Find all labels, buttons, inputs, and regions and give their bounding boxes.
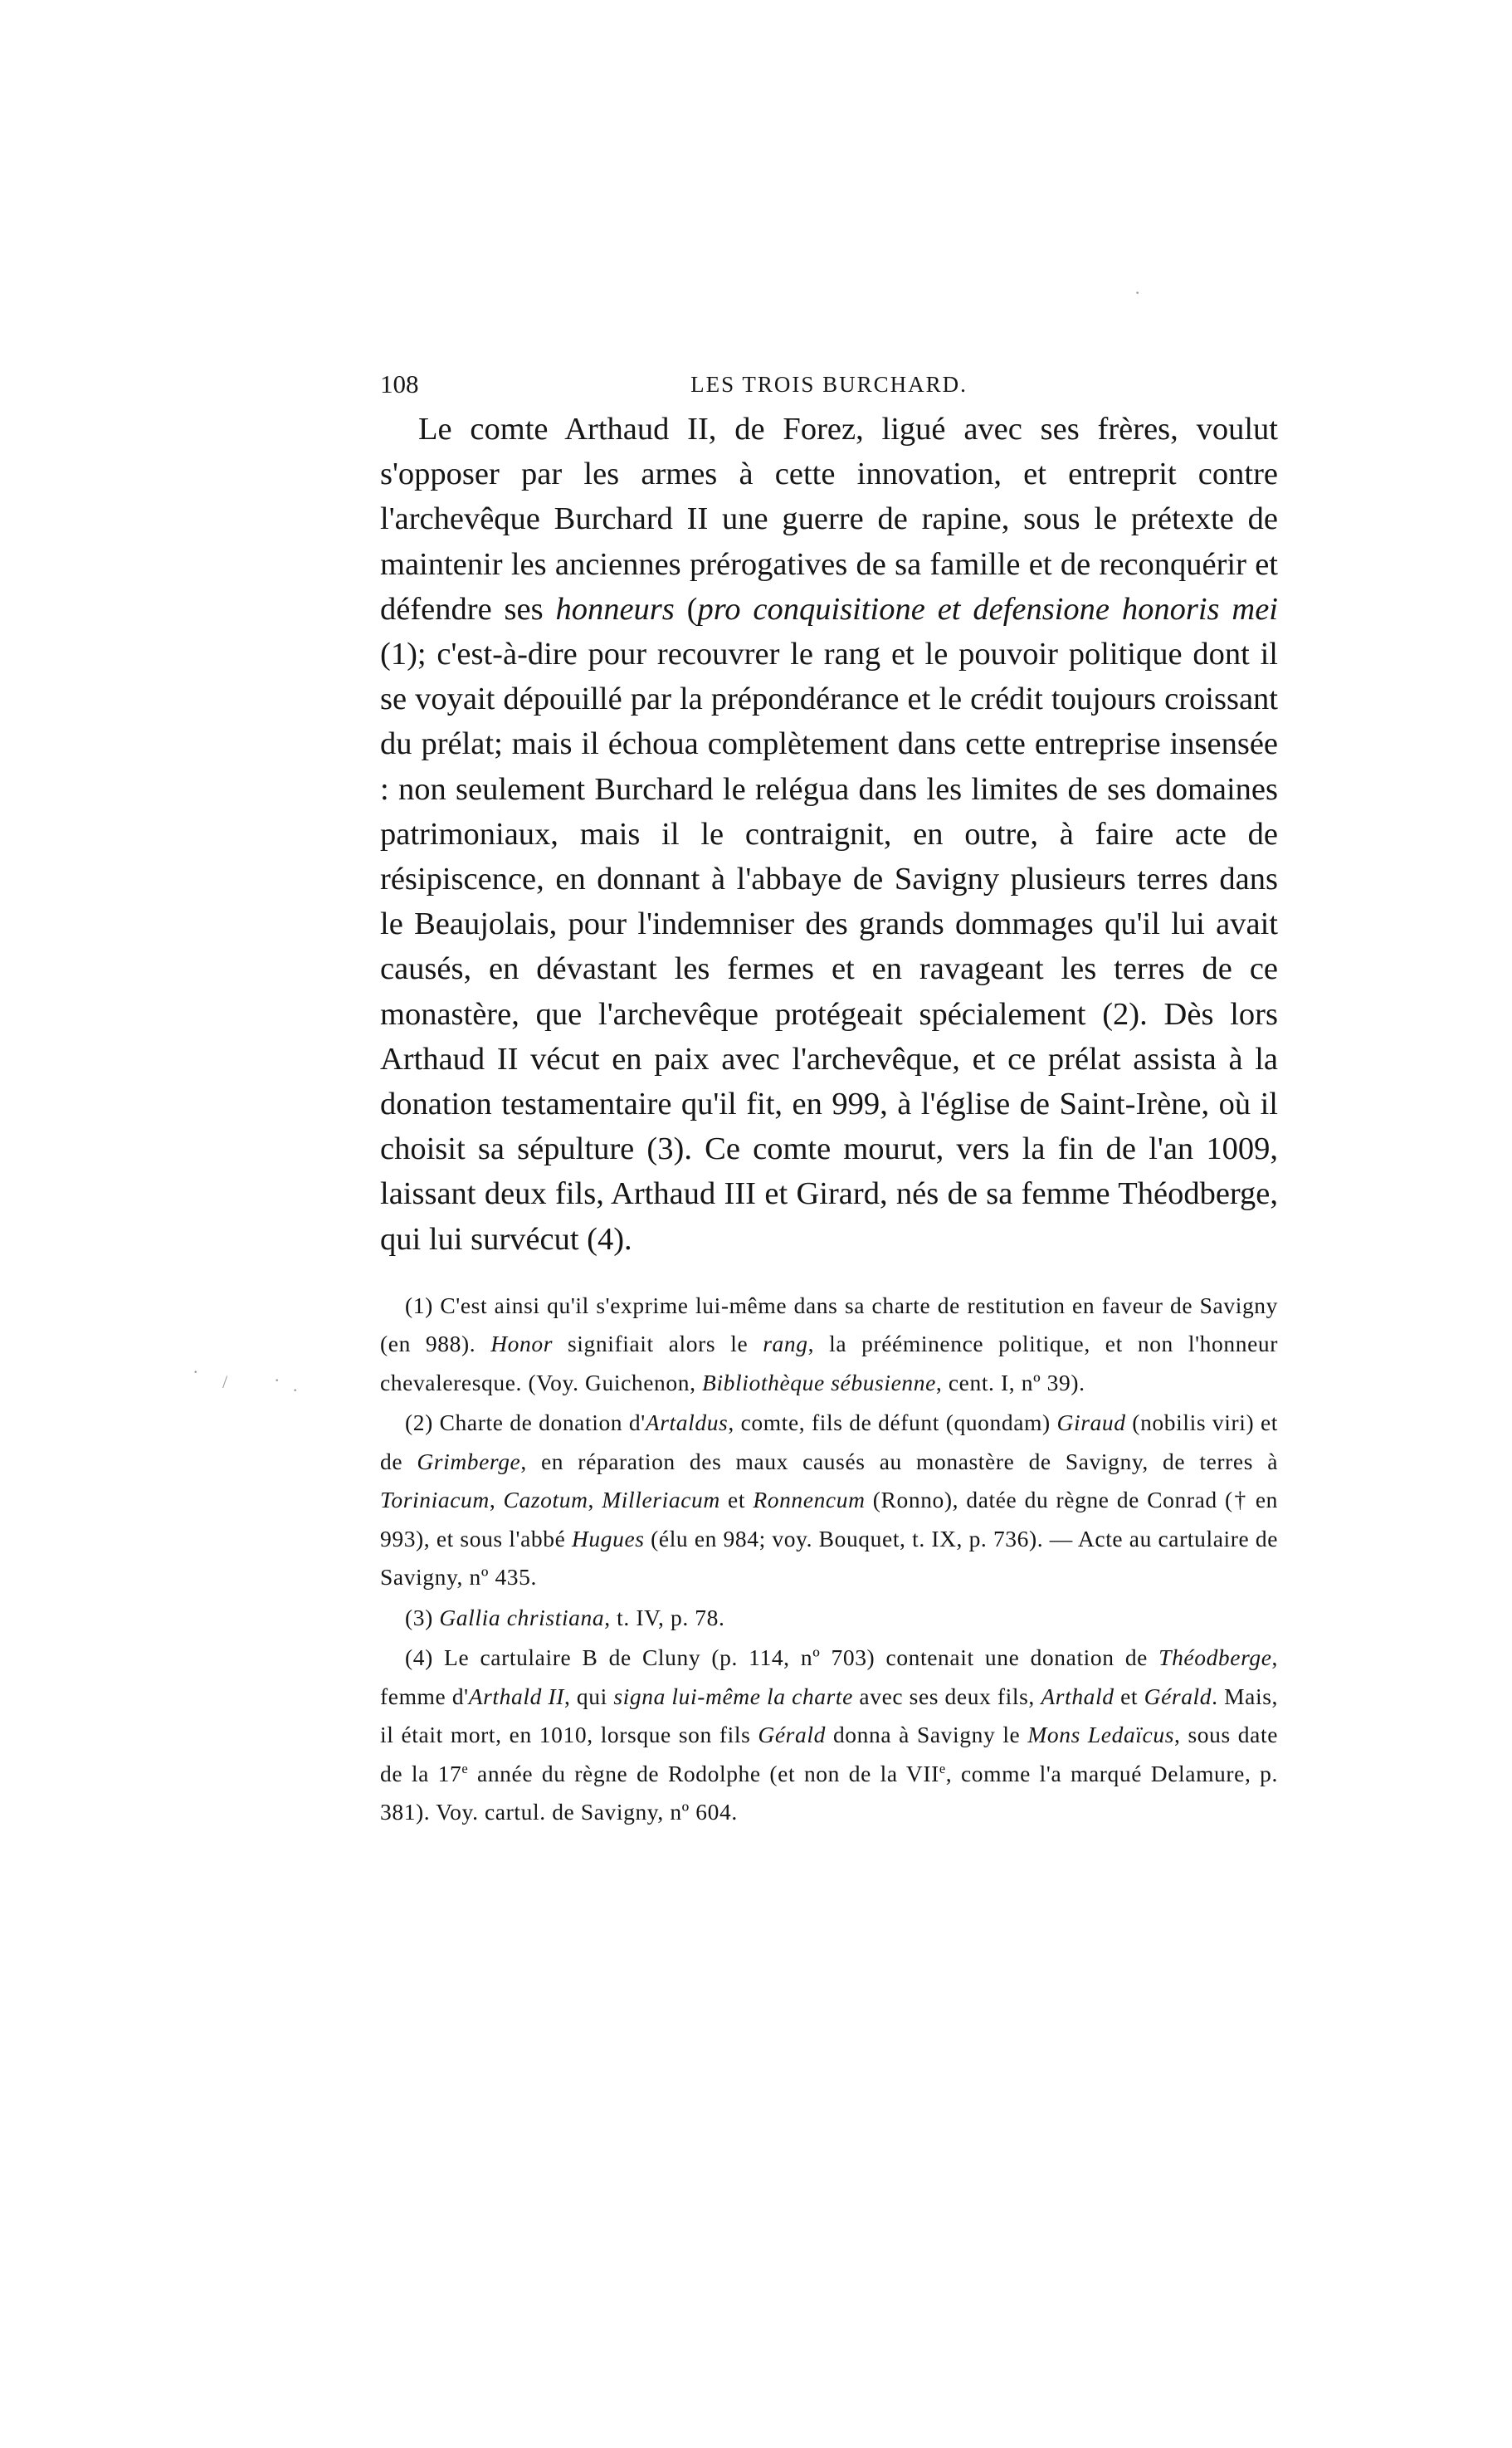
footnote-4-text: , qui [563, 1683, 614, 1709]
footnotes [380, 1287, 1278, 1832]
footnote-1-text: , cent. I, nº 39). [935, 1369, 1085, 1395]
footnote-1-text: signifiait alors le [553, 1331, 763, 1357]
footnote-2-italic: Toriniacum [380, 1487, 490, 1513]
footnote-4 [380, 1639, 1278, 1832]
footnote-3-italic: Gallia christiana [439, 1604, 605, 1630]
footnote-2-text: (élu en 984; voy. Bouquet, t. IX, p. 736). — Acte au cartulaire de Savigny, nº 435. [380, 1525, 1279, 1590]
footnote-4-text: et [1114, 1683, 1144, 1709]
footnote-2-italic: Hugues [571, 1525, 645, 1551]
paper-speck: · [193, 1361, 199, 1382]
footnote-3-text: (3) [405, 1604, 440, 1630]
page-number: 108 [380, 369, 419, 398]
footnote-2-text: (Ronno), datée du règne de Conrad († en 993), et sous l'abbé [380, 1487, 1279, 1551]
footnote-2 [380, 1404, 1278, 1597]
main-paragraph [380, 407, 1278, 1262]
paper-speck: · [274, 1370, 280, 1390]
paragraph-text-1: Le comte Arthaud II, de Forez, ligué avec ses frères, voulut s'opposer par les armes à cette innovation, et entreprit contre l'archevêque Burchard II une guerre de rapine, sous le prétexte de maintenir les anciennes prérogatives de sa famille et de reconquérir et défendre ses [380, 412, 1278, 627]
footnote-2-text: (nobilis viri) et de [380, 1410, 1279, 1474]
latin-quotation: pro conquisitione et defensione honoris mei [697, 591, 1278, 627]
footnote-3-text: , t. IV, p. 78. [604, 1604, 725, 1630]
book-page [380, 364, 1278, 1834]
footnote-4-italic: Gérald [758, 1722, 826, 1748]
footnote-4-text: année du règne de Rodolphe (et non de la VII [468, 1760, 939, 1786]
footnote-4-text: , femme d' [380, 1644, 1278, 1709]
honneurs-italic: honneurs [555, 591, 675, 627]
footnote-2-italic: Milleriacum [602, 1487, 720, 1513]
footnote-4-text: donna à Savigny le [825, 1722, 1028, 1748]
footnote-1 [380, 1287, 1278, 1403]
footnote-4-text: , comme l'a marqué Delamure, p. 381). Voy. cartul. de Savigny, nº 604. [380, 1760, 1278, 1825]
footnote-4-italic: signa lui-même la charte [613, 1683, 853, 1709]
paper-speck: / [222, 1371, 228, 1392]
footnote-1-text: , la prééminence politique, et non l'honneur chevaleresque. (Voy. Guichenon, [380, 1331, 1278, 1395]
footnote-1-italic: rang [763, 1331, 808, 1357]
footnote-4-superscript: e [939, 1760, 946, 1776]
footnote-1-italic: Bibliothèque sébusienne [702, 1369, 936, 1395]
footnote-4-superscript: e [461, 1760, 469, 1776]
footnote-4-text: . Mais, il était mort, en 1010, lorsque son fils [380, 1683, 1278, 1748]
footnote-2-text: , en réparation des maux causés au monastère de Savigny, de terres à [520, 1448, 1278, 1474]
footnote-4-text: (4) Le cartulaire B de Cluny (p. 114, nº 703) contenait une donation de [405, 1644, 1159, 1671]
footnote-2-text: , comte, fils de défunt (quondam) [728, 1410, 1057, 1436]
footnote-2-text: , [588, 1487, 602, 1513]
paragraph-text-2: ( [674, 591, 698, 627]
footnote-2-text: , [489, 1487, 504, 1513]
footnote-4-italic: Mons Ledaïcus [1027, 1722, 1174, 1748]
footnote-2-italic: Cazotum [503, 1487, 588, 1513]
footnote-3 [380, 1599, 1278, 1638]
footnote-2-text: et [719, 1487, 754, 1513]
footnote-2-italic: Ronnencum [753, 1487, 866, 1513]
paragraph-text-3: (1); c'est-à-dire pour recouvrer le rang et le pouvoir politique dont il se voyait dépouillé par la prépondérance et le crédit toujours croissant du prélat; mais il échoua complètement dans cette entreprise insensée : non seulement Burchard le relégua dans les limites de ses domaines patrimoniaux, mais il le contraignit, en outre, à faire acte de résipiscence, en donnant à l'abbaye de Savigny plusieurs terres dans le Beaujolais, pour l'indemniser des grands dommages qu'il lui avait causés, en dévastant les fermes et en ravageant les terres de ce monastère, que l'archevêque protégeait spécialement (2). Dès lors Arthaud II vécut en paix avec l'archevêque, et ce prélat assista à la donation testamentaire qu'il fit, en 999, à l'église de Saint-Irène, où il choisit sa sépulture (3). Ce comte mourut, vers la fin de l'an 1009, laissant deux fils, Arthaud III et Girard, nés de sa femme Théodberge, qui lui survécut (4). [380, 637, 1278, 1257]
footnote-1-text: (1) C'est ainsi qu'il s'exprime lui-même dans sa charte de restitution en faveur de Savigny (en 988). [380, 1292, 1278, 1357]
footnote-4-italic: Gérald [1144, 1683, 1212, 1709]
running-head [380, 364, 1278, 405]
footnote-4-text: , sous date de la 17 [380, 1722, 1278, 1786]
footnote-2-italic: Artaldus [645, 1410, 729, 1436]
footnote-2-text: (2) Charte de donation d' [405, 1410, 646, 1436]
footnote-4-italic: Arthald II [468, 1683, 564, 1709]
running-title: LES TROIS BURCHARD. [690, 372, 968, 397]
paper-speck: · [292, 1380, 299, 1400]
footnote-2-italic: Giraud [1056, 1410, 1126, 1436]
footnote-4-italic: Théodberge [1158, 1644, 1272, 1671]
footnote-1-italic: Honor [490, 1331, 553, 1357]
paper-speck: · [1134, 282, 1141, 303]
footnote-4-text: avec ses deux fils, [852, 1683, 1041, 1709]
footnote-4-italic: Arthald [1041, 1683, 1114, 1709]
footnote-2-italic: Grimberge [417, 1448, 521, 1474]
